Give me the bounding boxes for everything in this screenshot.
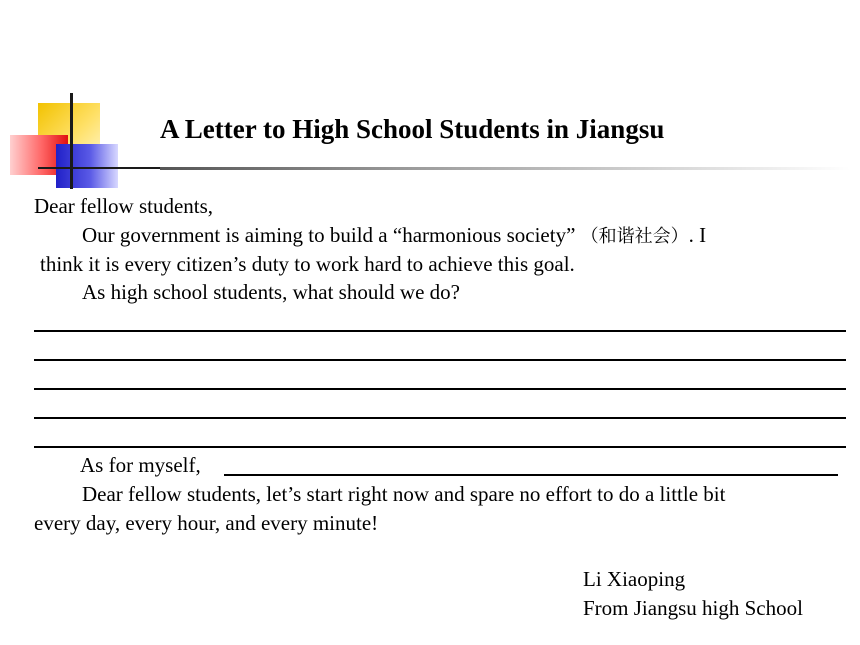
signature-name: Li Xiaoping (583, 567, 686, 591)
decor-blue-square (56, 144, 118, 188)
paragraph-1-text-b: . I (688, 223, 707, 247)
paragraph-1-line-2: think it is every citizen’s duty to work hard to achieve this goal. (40, 252, 575, 276)
decor-horizontal-line (38, 167, 160, 169)
page-title: A Letter to High School Students in Jiangsu (160, 114, 665, 144)
paragraph-3-prefix: As for myself, (80, 453, 201, 477)
blank-answer-line (34, 330, 846, 332)
chinese-term: （和谐社会） (580, 226, 689, 247)
salutation: Dear fellow students, (34, 194, 214, 218)
blank-answer-line (34, 359, 846, 361)
title-underline-rule (160, 167, 850, 170)
paragraph-2: As high school students, what should we do? (82, 280, 460, 304)
paragraph-4-line-1: Dear fellow students, let’s start right now and spare no effort to do a little bit (82, 482, 726, 506)
blank-answer-line (34, 388, 846, 390)
blank-answer-line-short (224, 474, 838, 476)
signature-organization: From Jiangsu high School (583, 596, 803, 620)
paragraph-1-line-1 (82, 221, 706, 251)
blank-answer-line (34, 446, 846, 448)
paragraph-1-text-a: Our government is aiming to build a “harmonious society” (82, 223, 576, 247)
paragraph-4-line-2: every day, every hour, and every minute! (34, 511, 379, 535)
decor-vertical-line (70, 93, 73, 189)
blank-answer-line (34, 417, 846, 419)
